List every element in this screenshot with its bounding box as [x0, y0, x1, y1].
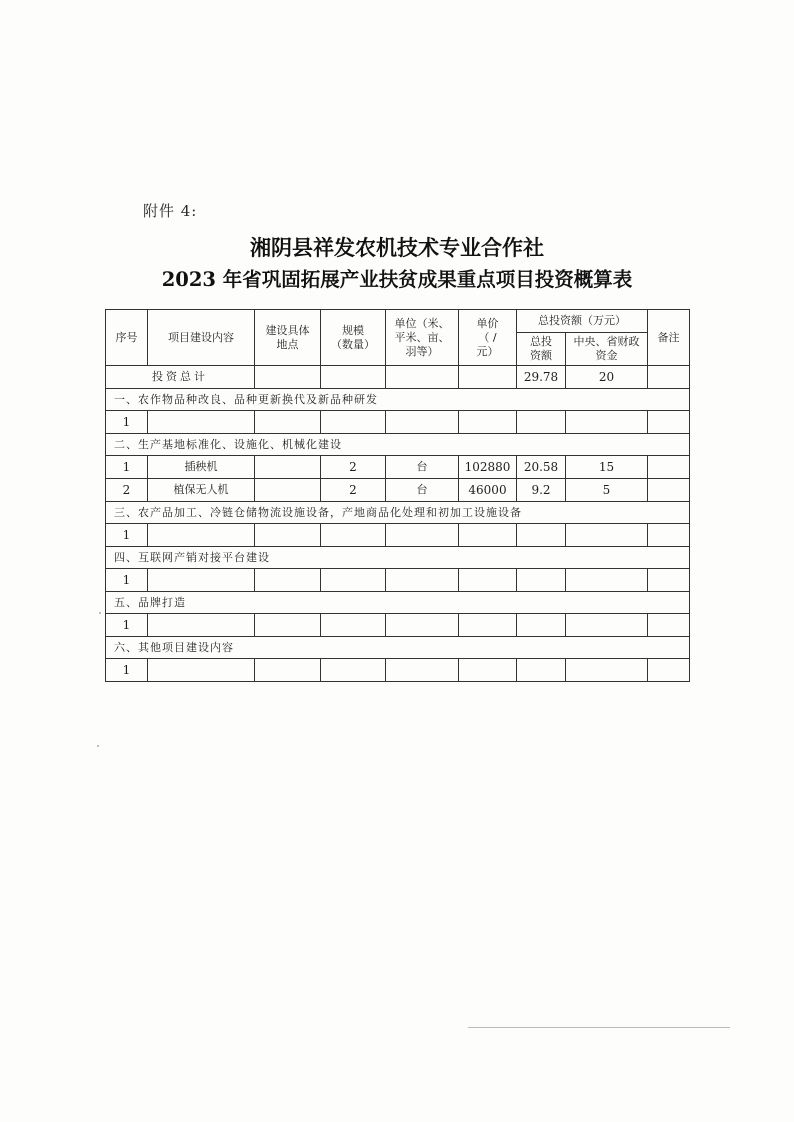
header-content: 项目建设内容	[148, 310, 255, 366]
header-central-line2: 资金	[595, 349, 618, 362]
header-location-line1: 建设具体	[265, 323, 310, 337]
total-investment-value: 29.78	[517, 366, 566, 389]
cell-seq: 1	[106, 659, 148, 682]
cell-central-funds	[566, 659, 648, 682]
total-unit	[386, 366, 459, 389]
cell-seq: 1	[106, 456, 148, 479]
section-row	[106, 547, 690, 569]
cell-price	[459, 524, 517, 547]
header-price-line3: 元）	[476, 344, 499, 358]
cell-central-funds	[566, 411, 648, 434]
header-central-funds	[566, 333, 648, 366]
cell-content	[148, 614, 255, 637]
header-scale-line1: 规模	[342, 323, 364, 337]
cell-price	[459, 614, 517, 637]
table-row	[106, 569, 690, 592]
cell-unit	[386, 659, 459, 682]
table-row	[106, 524, 690, 547]
cell-remark	[648, 569, 690, 592]
cell-seq: 1	[106, 411, 148, 434]
cell-unit	[386, 524, 459, 547]
section-title: 一、农作物品种改良、品种更新换代及新品种研发	[106, 389, 690, 411]
section-row	[106, 434, 690, 456]
cell-scale	[321, 659, 386, 682]
cell-scale	[321, 569, 386, 592]
cell-total-investment	[517, 411, 566, 434]
section-title: 五、品牌打造	[106, 592, 690, 614]
cell-content	[148, 411, 255, 434]
cell-location	[255, 479, 321, 502]
table-row	[106, 614, 690, 637]
cell-unit: 台	[386, 456, 459, 479]
cell-unit	[386, 614, 459, 637]
cell-unit	[386, 411, 459, 434]
total-central-value: 20	[566, 366, 648, 389]
section-title: 二、生产基地标准化、设施化、机械化建设	[106, 434, 690, 456]
cell-seq: 1	[106, 524, 148, 547]
cell-location	[255, 411, 321, 434]
cell-remark	[648, 479, 690, 502]
header-unit-line3: 羽等）	[405, 344, 439, 358]
investment-budget-table	[105, 309, 690, 682]
section-title: 四、互联网产销对接平台建设	[106, 547, 690, 569]
section-row	[106, 637, 690, 659]
scan-speck	[99, 612, 101, 614]
cell-scale	[321, 614, 386, 637]
scan-speck	[97, 745, 99, 747]
cell-location	[255, 524, 321, 547]
section-row	[106, 502, 690, 524]
cell-price: 46000	[459, 479, 517, 502]
cell-location	[255, 456, 321, 479]
cell-remark	[648, 524, 690, 547]
cell-content	[148, 569, 255, 592]
header-unit-line2: 平米、亩、	[394, 330, 450, 344]
total-scale	[321, 366, 386, 389]
header-unit	[386, 310, 459, 366]
header-location-line2: 地点	[276, 337, 299, 351]
cell-total-investment	[517, 524, 566, 547]
cell-price: 102880	[459, 456, 517, 479]
header-total-line2: 资额	[530, 349, 552, 362]
cell-total-investment: 20.58	[517, 456, 566, 479]
cell-central-funds	[566, 614, 648, 637]
header-total-investment	[517, 333, 566, 366]
cell-price	[459, 411, 517, 434]
section-title: 六、其他项目建设内容	[106, 637, 690, 659]
cell-total-investment	[517, 659, 566, 682]
header-total-line1: 总投	[530, 335, 552, 348]
cell-seq: 1	[106, 569, 148, 592]
total-label: 投资总计	[106, 366, 255, 389]
section-row	[106, 389, 690, 411]
cell-remark	[648, 411, 690, 434]
cell-scale: 2	[321, 479, 386, 502]
cell-central-funds	[566, 569, 648, 592]
cell-seq: 2	[106, 479, 148, 502]
header-scale	[321, 310, 386, 366]
header-location	[255, 310, 321, 366]
header-remark: 备注	[648, 310, 690, 366]
cell-total-investment: 9.2	[517, 479, 566, 502]
cell-total-investment	[517, 614, 566, 637]
attachment-label: 附件 4:	[143, 202, 198, 220]
document-title-organization: 湘阴县祥发农机技术专业合作社	[250, 235, 544, 260]
document-title-table: 2023 年省巩固拓展产业扶贫成果重点项目投资概算表	[161, 268, 633, 291]
cell-central-funds: 5	[566, 479, 648, 502]
cell-central-funds	[566, 524, 648, 547]
header-seq: 序号	[106, 310, 148, 366]
cell-content	[148, 524, 255, 547]
cell-content: 植保无人机	[148, 479, 255, 502]
cell-unit	[386, 569, 459, 592]
total-location	[255, 366, 321, 389]
cell-seq: 1	[106, 614, 148, 637]
cell-scale	[321, 411, 386, 434]
total-remark	[648, 366, 690, 389]
cell-scale: 2	[321, 456, 386, 479]
total-row	[106, 366, 690, 389]
header-unit-line1: 单位（米、	[394, 316, 450, 330]
table-row	[106, 659, 690, 682]
table-row	[106, 456, 690, 479]
cell-content	[148, 659, 255, 682]
table-row	[106, 479, 690, 502]
section-title: 三、农产品加工、冷链仓储物流设施设备，产地商品化处理和初加工设施设备	[106, 502, 690, 524]
header-price	[459, 310, 517, 366]
cell-location	[255, 659, 321, 682]
scan-artifact-line	[468, 1027, 730, 1028]
header-central-line1: 中央、省财政	[573, 335, 640, 348]
cell-remark	[648, 659, 690, 682]
section-row	[106, 592, 690, 614]
header-investment: 总投资额（万元）	[517, 310, 648, 333]
header-scale-line2: （数量）	[331, 337, 375, 351]
cell-unit: 台	[386, 479, 459, 502]
cell-remark	[648, 614, 690, 637]
cell-location	[255, 569, 321, 592]
cell-content: 插秧机	[148, 456, 255, 479]
table-row	[106, 411, 690, 434]
cell-price	[459, 659, 517, 682]
cell-central-funds: 15	[566, 456, 648, 479]
cell-price	[459, 569, 517, 592]
header-row-1	[106, 310, 690, 333]
header-price-line1: 单价	[476, 316, 499, 330]
total-price	[459, 366, 517, 389]
cell-total-investment	[517, 569, 566, 592]
header-price-line2: （ /	[478, 330, 497, 344]
cell-scale	[321, 524, 386, 547]
cell-location	[255, 614, 321, 637]
cell-remark	[648, 456, 690, 479]
